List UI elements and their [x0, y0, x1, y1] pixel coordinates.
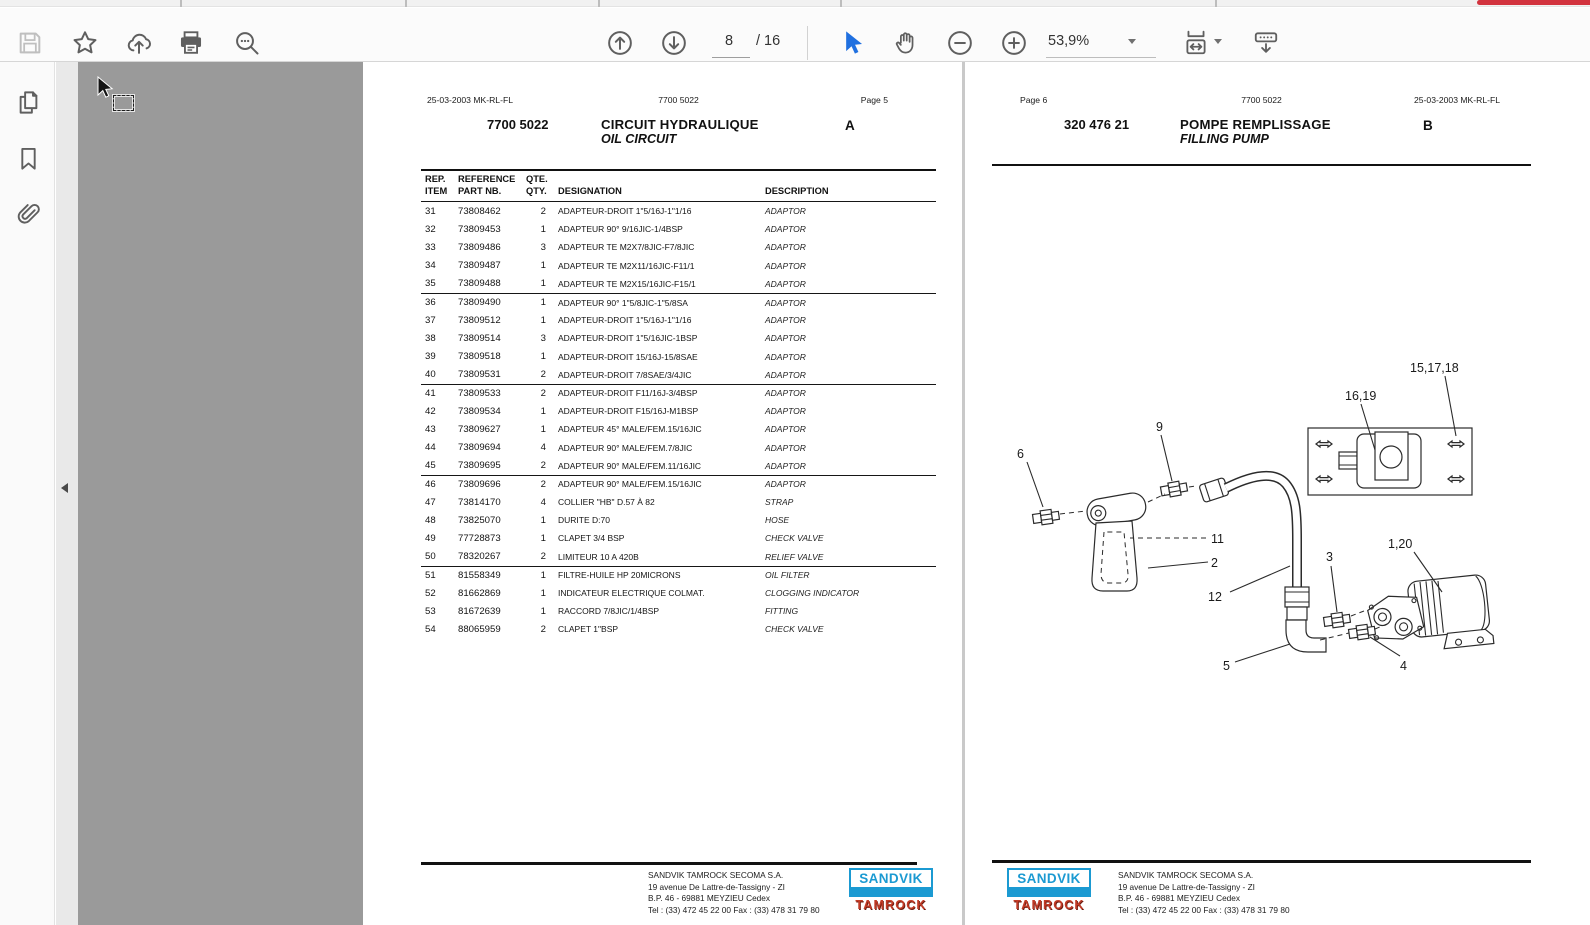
table-row: [421, 511, 936, 529]
table-row: [421, 620, 936, 638]
cell-description: ADAPTOR: [765, 315, 806, 326]
cell-quantity: 2: [540, 205, 546, 217]
cell-description: STRAP: [765, 497, 794, 508]
cell-quantity: 1: [540, 587, 546, 599]
cell-part-number: 81558349: [458, 569, 501, 581]
save-icon: [16, 29, 44, 57]
strip-divider: [405, 0, 407, 7]
cell-description: ADAPTOR: [765, 442, 806, 453]
cell-part-number: 81662869: [458, 587, 501, 599]
cell-item: 47: [425, 496, 436, 508]
cell-description: ADAPTOR: [765, 333, 806, 344]
cell-item: 45: [425, 460, 436, 472]
footer-address: [1118, 870, 1290, 916]
main-toolbar: [0, 8, 1590, 62]
cell-description: ADAPTOR: [765, 424, 806, 435]
page-thumbnails-button[interactable]: [12, 86, 44, 118]
page-number-label: Page 5: [860, 95, 888, 105]
part-number: 7700 5022: [487, 117, 549, 132]
sandvik-tamrock-logo: [849, 868, 933, 912]
table-row: [421, 402, 936, 420]
cell-quantity: 4: [540, 496, 546, 508]
cell-quantity: 1: [540, 532, 546, 544]
table-row: [421, 384, 936, 402]
cell-designation: ADAPTEUR-DROIT 15/16J-15/8SAE: [558, 351, 698, 362]
table-row: [421, 566, 936, 584]
hide-toolbar-icon: [1252, 29, 1280, 57]
cell-item: 49: [425, 532, 436, 544]
cell-quantity: 1: [540, 223, 546, 235]
cell-designation: ADAPTEUR-DROIT 1"5/16JIC-1BSP: [558, 333, 698, 344]
cloud-upload-icon: [125, 29, 153, 57]
strip-divider: [180, 0, 182, 7]
table-row: [421, 584, 936, 602]
cell-item: 40: [425, 369, 436, 381]
cell-description: ADAPTOR: [765, 297, 806, 308]
page-fit-mode-button[interactable]: [1180, 27, 1212, 59]
table-row: [421, 457, 936, 475]
cell-part-number: 77728873: [458, 532, 501, 544]
cell-item: 34: [425, 260, 436, 272]
cell-item: 53: [425, 605, 436, 617]
cell-designation: LIMITEUR 10 A 420B: [558, 551, 639, 562]
cell-item: 51: [425, 569, 436, 581]
col-header-reference: REFERENCE: [458, 174, 516, 184]
page-number-input[interactable]: 8: [725, 33, 734, 49]
hand-tool-button[interactable]: [890, 27, 922, 59]
cell-designation: ADAPTEUR TE M2X11/16JIC-F11/1: [558, 260, 695, 271]
cell-part-number: 73809512: [458, 314, 501, 326]
cell-designation: RACCORD 7/8JIC/1/4BSP: [558, 606, 660, 617]
diagram-label: 3: [1326, 550, 1333, 564]
page-date-code: 25-03-2003 MK-RL-FL: [1414, 95, 1500, 105]
footer-company: SANDVIK TAMROCK SECOMA S.A.: [648, 870, 784, 880]
cell-item: 31: [425, 205, 436, 217]
pump-assembly: [1365, 574, 1494, 656]
cell-quantity: 1: [540, 351, 546, 363]
cell-item: 44: [425, 442, 436, 454]
cell-part-number: 73808462: [458, 205, 501, 217]
zoom-dropdown-caret[interactable]: [1128, 39, 1136, 44]
cell-description: HOSE: [765, 515, 790, 526]
header-rule: [992, 164, 1531, 166]
diagram-label: 12: [1208, 590, 1222, 604]
cell-part-number: 73809627: [458, 423, 501, 435]
select-tool-button[interactable]: [836, 27, 868, 59]
table-row: [421, 293, 936, 311]
sidebar-gutter: [56, 62, 78, 925]
table-row: [421, 311, 936, 329]
section-letter: B: [1423, 118, 1433, 133]
cell-part-number: 73809695: [458, 460, 501, 472]
cell-description: OIL FILTER: [765, 570, 810, 581]
save-button[interactable]: [14, 27, 46, 59]
cell-description: ADAPTOR: [765, 460, 806, 471]
cell-designation: ADAPTEUR 45° MALE/FEM.15/16JIC: [558, 424, 702, 435]
fitting-6: [1032, 508, 1060, 525]
cell-designation: CLAPET 3/4 BSP: [558, 533, 625, 544]
col-header-partnb: PART NB.: [458, 185, 502, 196]
diagram-label: 16,19: [1345, 389, 1377, 403]
diagram-label: 9: [1156, 420, 1163, 434]
cell-description: ADAPTOR: [765, 278, 806, 289]
page-down-icon: [660, 29, 688, 57]
cell-quantity: 3: [540, 241, 546, 253]
cell-description: ADAPTOR: [765, 388, 806, 399]
fit-mode-caret[interactable]: [1214, 39, 1222, 44]
sandvik-logo-text: SANDVIK: [1017, 871, 1081, 886]
red-accent-bar: [1477, 0, 1590, 5]
cell-part-number: 73814170: [458, 496, 501, 508]
col-header-qte: QTE.: [526, 174, 548, 184]
strip-divider: [598, 0, 600, 7]
cell-quantity: 1: [540, 405, 546, 417]
cell-item: 43: [425, 423, 436, 435]
cell-designation: ADAPTEUR-DROIT F11/16J-3/4BSP: [558, 388, 698, 399]
zoom-in-icon: [1000, 29, 1028, 57]
parts-table: [421, 169, 936, 639]
sandvik-logo-text: SANDVIK: [859, 871, 923, 886]
footer-phone: Tel : (33) 472 45 22 00 Fax : (33) 478 31 79 80: [1118, 904, 1290, 915]
cell-quantity: 1: [540, 569, 546, 581]
cell-description: ADAPTOR: [765, 479, 806, 490]
cell-designation: COLLIER "HB" D.57 À 82: [558, 497, 655, 508]
strip-divider: [1215, 0, 1217, 7]
zoom-out-icon: [946, 29, 974, 57]
cell-quantity: 1: [540, 278, 546, 290]
page-up-icon: [606, 29, 634, 57]
cell-quantity: 1: [540, 314, 546, 326]
footer-address1: 19 avenue De Lattre-de-Tassigny - ZI: [648, 881, 785, 892]
cell-designation: ADAPTEUR 90° MALE/FEM.7/8JIC: [558, 442, 693, 453]
filter-assembly: [1085, 491, 1148, 591]
print-button[interactable]: [175, 27, 207, 59]
pdf-page-6: [965, 62, 1590, 925]
cell-description: ADAPTOR: [765, 206, 806, 217]
cell-quantity: 1: [540, 260, 546, 272]
selection-marquee: [113, 95, 134, 111]
cell-item: 54: [425, 623, 436, 635]
col-header-qty: QTY.: [526, 185, 547, 196]
diagram-label: 2: [1211, 556, 1218, 570]
find-button[interactable]: [231, 27, 263, 59]
cell-designation: ADAPTEUR TE M2X15/16JIC-F15/1: [558, 278, 696, 289]
cell-part-number: 73809696: [458, 478, 501, 490]
cell-quantity: 4: [540, 442, 546, 454]
col-header-item: ITEM: [425, 185, 448, 196]
title-french: POMPE REMPLISSAGE: [1180, 117, 1331, 132]
table-row: [421, 602, 936, 620]
strip-divider: [840, 0, 842, 7]
table-row: [421, 348, 936, 366]
cell-part-number: 73809486: [458, 241, 501, 253]
cell-part-number: 73809534: [458, 405, 501, 417]
cell-part-number: 73809518: [458, 351, 501, 363]
cell-description: CHECK VALVE: [765, 533, 824, 544]
sandvik-logo-bar: [1009, 887, 1089, 895]
cell-part-number: 78320267: [458, 551, 501, 563]
cell-designation: ADAPTEUR 90° MALE/FEM.11/16JIC: [558, 460, 702, 471]
bookmarks-button[interactable]: [12, 142, 44, 174]
favorite-star-button[interactable]: [69, 27, 101, 59]
table-row: [421, 420, 936, 438]
cell-quantity: 2: [540, 369, 546, 381]
cell-designation: FILTRE-HUILE HP 20MICRONS: [558, 570, 681, 581]
col-header-rep: REP.: [425, 174, 446, 184]
page-doc-number: 7700 5022: [658, 95, 699, 105]
zoom-in-button[interactable]: [998, 27, 1030, 59]
page-date-code: 25-03-2003 MK-RL-FL: [427, 95, 513, 105]
table-row: [421, 548, 936, 566]
cell-part-number: 73809531: [458, 369, 501, 381]
footer-address1: 19 avenue De Lattre-de-Tassigny - ZI: [1118, 881, 1255, 892]
cell-description: ADAPTOR: [765, 369, 806, 380]
pdf-page-5: [363, 62, 962, 925]
footer-rule: [421, 862, 917, 865]
cell-quantity: 2: [540, 478, 546, 490]
cell-item: 33: [425, 241, 436, 253]
sandvik-logo-bar: [851, 887, 931, 895]
cell-part-number: 88065959: [458, 623, 501, 635]
cell-part-number: 73809490: [458, 297, 501, 309]
cell-designation: CLAPET 1"BSP: [558, 624, 619, 635]
cell-part-number: 73825070: [458, 514, 501, 526]
cell-designation: INDICATEUR ELECTRIQUE COLMAT.: [558, 588, 705, 599]
cell-item: 37: [425, 314, 436, 326]
cell-quantity: 3: [540, 332, 546, 344]
cell-item: 32: [425, 223, 436, 235]
cell-part-number: 73809514: [458, 332, 501, 344]
cell-part-number: 81672639: [458, 605, 501, 617]
cell-quantity: 1: [540, 605, 546, 617]
cell-description: RELIEF VALVE: [765, 551, 824, 562]
footer-rule: [992, 860, 1531, 863]
cell-item: 42: [425, 405, 436, 417]
cell-quantity: 1: [540, 514, 546, 526]
diagram-label: 15,17,18: [1410, 361, 1459, 375]
window-top-strip: [0, 0, 1590, 7]
page-input-underline: [712, 57, 750, 58]
cell-designation: ADAPTEUR 90° 9/16JIC-1/4BSP: [558, 224, 683, 235]
sandvik-tamrock-logo: [1007, 868, 1091, 912]
cell-description: ADAPTOR: [765, 351, 806, 362]
diagram-label: 11: [1211, 532, 1224, 546]
cell-description: CLOGGING INDICATOR: [765, 588, 860, 599]
fitting-9: [1160, 480, 1188, 498]
cell-description: ADAPTOR: [765, 242, 806, 253]
star-icon: [71, 29, 99, 57]
left-sidebar: [0, 62, 55, 925]
cell-quantity: 1: [540, 297, 546, 309]
table-row: [421, 220, 936, 238]
diagram-label: 6: [1017, 447, 1024, 461]
zoom-underline: [1046, 57, 1156, 58]
cell-part-number: 73809694: [458, 442, 501, 454]
table-row: [421, 438, 936, 456]
table-row: [421, 529, 936, 547]
diagram-label: 4: [1400, 659, 1407, 673]
diagram-label: 1,20: [1388, 537, 1413, 551]
footer-address: [648, 870, 820, 916]
bookmarks-icon: [15, 145, 42, 172]
section-letter: A: [845, 118, 855, 133]
hand-pan-icon: [892, 29, 920, 57]
cell-designation: DURITE D:70: [558, 515, 610, 526]
col-header-designation: DESIGNATION: [558, 185, 622, 196]
parts-table-rows: [421, 201, 936, 639]
elbow-fitting-5: [1286, 620, 1326, 652]
page-thumbnails-icon: [15, 89, 42, 116]
page-count-label: / 16: [756, 33, 781, 49]
cell-part-number: 73809453: [458, 223, 501, 235]
diagram-label: 5: [1223, 659, 1230, 673]
cell-item: 50: [425, 551, 436, 563]
fitting-3: [1323, 611, 1351, 628]
cell-part-number: 73809533: [458, 387, 501, 399]
table-row: [421, 493, 936, 511]
cell-item: 38: [425, 332, 436, 344]
filling-pump-diagram: [990, 340, 1550, 700]
title-french: CIRCUIT HYDRAULIQUE: [601, 117, 759, 132]
table-row: [421, 257, 936, 275]
cell-description: CHECK VALVE: [765, 624, 824, 635]
panel-collapse-arrow[interactable]: [61, 483, 68, 493]
cell-item: 39: [425, 351, 436, 363]
select-cursor-icon: [838, 29, 866, 57]
search-icon: [233, 29, 261, 57]
table-row: [421, 202, 936, 220]
cell-designation: ADAPTEUR 90° MALE/FEM.15/16JIC: [558, 479, 702, 490]
cell-description: ADAPTOR: [765, 260, 806, 271]
cell-designation: ADAPTEUR-DROIT 7/8SAE/3/4JIC: [558, 369, 692, 380]
table-row: [421, 329, 936, 347]
cell-quantity: 2: [540, 551, 546, 563]
page-number-label: Page 6: [1020, 95, 1048, 105]
cell-quantity: 2: [540, 460, 546, 472]
previous-page-button[interactable]: [604, 27, 636, 59]
hide-toolbar-button[interactable]: [1250, 27, 1282, 59]
toolbar-divider: [807, 26, 808, 60]
col-header-description: DESCRIPTION: [765, 185, 829, 196]
page-doc-number: 7700 5022: [1241, 95, 1282, 105]
sandvik-logo-box: [849, 868, 933, 897]
cell-quantity: 1: [540, 423, 546, 435]
title-english: FILLING PUMP: [1180, 132, 1269, 146]
next-page-button[interactable]: [658, 27, 690, 59]
print-icon: [177, 29, 205, 57]
table-row: [421, 475, 936, 493]
attachments-button[interactable]: [12, 198, 44, 230]
table-row: [421, 366, 936, 384]
cell-item: 36: [425, 297, 436, 309]
attachments-paperclip-icon: [15, 201, 42, 228]
tamrock-logo-text: TAMROCK: [855, 898, 927, 912]
title-english: OIL CIRCUIT: [601, 132, 677, 146]
cell-description: FITTING: [765, 606, 799, 617]
footer-address2: B.P. 46 - 69881 MEYZIEU Cedex: [1118, 893, 1241, 904]
zoom-out-button[interactable]: [944, 27, 976, 59]
table-row: [421, 275, 936, 293]
cell-quantity: 2: [540, 387, 546, 399]
cell-item: 41: [425, 387, 436, 399]
cell-designation: ADAPTEUR-DROIT 1"5/16J-1"1/16: [558, 206, 692, 217]
cell-part-number: 73809487: [458, 260, 501, 272]
cell-designation: ADAPTEUR-DROIT 1"5/16J-1"1/16: [558, 315, 692, 326]
sandvik-logo-box: [1007, 868, 1091, 897]
cell-item: 35: [425, 278, 436, 290]
cell-quantity: 2: [540, 623, 546, 635]
table-row: [421, 238, 936, 256]
parts-table-header: [421, 169, 936, 201]
cell-designation: ADAPTEUR-DROIT F15/16J-M1BSP: [558, 406, 699, 417]
fit-width-icon: [1182, 29, 1210, 57]
cell-description: ADAPTOR: [765, 406, 806, 417]
footer-address2: B.P. 46 - 69881 MEYZIEU Cedex: [648, 893, 771, 904]
cell-designation: ADAPTEUR 90° 1"5/8JIC-1"5/8SA: [558, 297, 688, 308]
cell-designation: ADAPTEUR TE M2X7/8JIC-F7/8JIC: [558, 242, 695, 253]
cell-description: ADAPTOR: [765, 224, 806, 235]
cell-item: 52: [425, 587, 436, 599]
footer-phone: Tel : (33) 472 45 22 00 Fax : (33) 478 31 79 80: [648, 904, 820, 915]
part-number: 320 476 21: [1064, 117, 1130, 132]
share-upload-button[interactable]: [123, 27, 155, 59]
cell-part-number: 73809488: [458, 278, 501, 290]
zoom-level-value[interactable]: 53,9%: [1048, 33, 1090, 49]
footer-company: SANDVIK TAMROCK SECOMA S.A.: [1118, 870, 1254, 880]
cell-item: 46: [425, 478, 436, 490]
cell-item: 48: [425, 514, 436, 526]
tamrock-logo-text: TAMROCK: [1013, 898, 1085, 912]
